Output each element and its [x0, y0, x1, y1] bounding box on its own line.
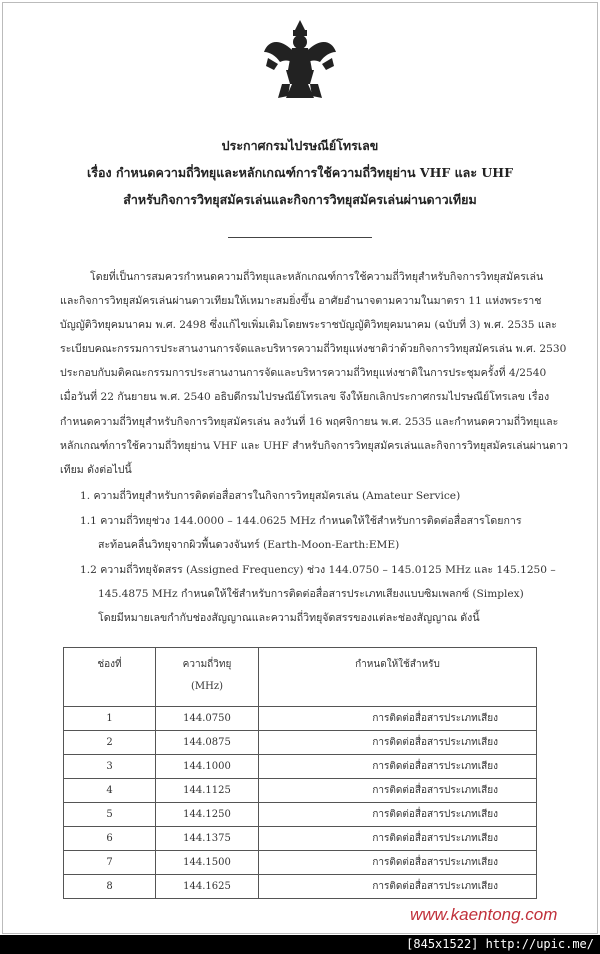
body-line: และกิจการวิทยุสมัครเล่นผ่านดาวเทียมให้เหมาะสมยิ่งขึ้น อาศัยอำนาจตามความในมาตรา 11 แห่งพระราช [60, 295, 542, 307]
body-line: หลักเกณฑ์การใช้ความถี่วิทยุย่าน VHF และ UHF สำหรับกิจการวิทยุสมัครเล่นและกิจการวิทยุสมัครเล่นผ่านดาว [60, 440, 568, 452]
channel-table [63, 647, 537, 899]
footer-bar [0, 935, 600, 954]
frequency-cell: 144.1375 [156, 827, 259, 851]
item-1-2: 1.2 ความถี่วิทยุจัดสรร (Assigned Frequency) ช่วง 144.0750 – 145.0125 MHz และ 145.1250 – [80, 564, 556, 576]
channel-cell: 4 [64, 779, 156, 803]
frequency-cell: 144.1250 [156, 803, 259, 827]
body-line: โดยที่เป็นการสมควรกำหนดความถี่วิทยุและหลักเกณฑ์การใช้ความถี่วิทยุสำหรับกิจการวิทยุสมัครเล่น [90, 271, 544, 283]
header-usage: กำหนดให้ใช้สำหรับ [259, 648, 537, 707]
usage-cell: การติดต่อสื่อสารประเภทเสียง [259, 827, 537, 851]
table-row [64, 755, 537, 779]
garuda-emblem-icon [262, 18, 338, 100]
header-channel: ช่องที่ [64, 648, 156, 707]
item-1-2-cont: โดยมีหมายเลขกำกับช่องสัญญาณและความถี่วิทยุจัดสรรของแต่ละช่องสัญญาณ ดังนี้ [98, 612, 480, 624]
usage-cell: การติดต่อสื่อสารประเภทเสียง [259, 707, 537, 731]
table-row [64, 803, 537, 827]
table-row [64, 827, 537, 851]
usage-cell: การติดต่อสื่อสารประเภทเสียง [259, 875, 537, 899]
divider [228, 237, 372, 238]
channel-cell: 7 [64, 851, 156, 875]
watermark: www.kaentong.com [410, 905, 558, 924]
announcement-title: ประกาศกรมไปรษณีย์โทรเลข [221, 138, 379, 153]
header-frequency [156, 648, 259, 707]
channel-cell: 6 [64, 827, 156, 851]
usage-cell: การติดต่อสื่อสารประเภทเสียง [259, 755, 537, 779]
item-1: 1. ความถี่วิทยุสำหรับการติดต่อสื่อสารในกิจการวิทยุสมัครเล่น (Amateur Service) [80, 490, 461, 502]
usage-cell: การติดต่อสื่อสารประเภทเสียง [259, 803, 537, 827]
subject-line: เรื่อง กำหนดความถี่วิทยุและหลักเกณฑ์การใช้ความถี่วิทยุย่าน VHF และ UHF [87, 165, 513, 180]
frequency-cell: 144.1625 [156, 875, 259, 899]
header-frequency-label: ความถี่วิทยุ [182, 659, 232, 670]
channel-cell: 3 [64, 755, 156, 779]
item-1-2-cont: 145.4875 MHz กำหนดให้ใช้สำหรับการติดต่อสื่อสารประเภทเสียงแบบซิมเพลกซ์ (Simplex) [98, 588, 524, 600]
table-row [64, 851, 537, 875]
image-info: [845x1522] http://upic.me/ [406, 937, 594, 951]
header-frequency-unit: (MHz) [190, 681, 224, 692]
frequency-cell: 144.1500 [156, 851, 259, 875]
body-line: เมื่อวันที่ 22 กันยายน พ.ศ. 2540 อธิบดีกรมไปรษณีย์โทรเลข จึงให้ยกเลิกประกาศกรมไปรษณีย์โทรเลข เรื่อง [60, 391, 550, 403]
frequency-cell: 144.0875 [156, 731, 259, 755]
table-row [64, 731, 537, 755]
frequency-cell: 144.1125 [156, 779, 259, 803]
usage-cell: การติดต่อสื่อสารประเภทเสียง [259, 851, 537, 875]
table-row [64, 707, 537, 731]
item-1-1: 1.1 ความถี่วิทยุช่วง 144.0000 – 144.0625 MHz กำหนดให้ใช้สำหรับการติดต่อสื่อสารโดยการ [80, 515, 522, 527]
table-header-row [64, 648, 537, 707]
body-line: เทียม ดังต่อไปนี้ [60, 464, 132, 476]
item-1-1-cont: สะท้อนคลื่นวิทยุจากผิวพื้นดวงจันทร์ (Earth-Moon-Earth:EME) [98, 539, 400, 551]
frequency-cell: 144.1000 [156, 755, 259, 779]
subject-line-2: สำหรับกิจการวิทยุสมัครเล่นและกิจการวิทยุสมัครเล่นผ่านดาวเทียม [123, 192, 477, 207]
frequency-cell: 144.0750 [156, 707, 259, 731]
usage-cell: การติดต่อสื่อสารประเภทเสียง [259, 731, 537, 755]
table-row [64, 875, 537, 899]
body-line: กำหนดความถี่วิทยุสำหรับกิจการวิทยุสมัครเล่น ลงวันที่ 16 พฤศจิกายน พ.ศ. 2535 และกำหนดความถี่วิทยุและ [60, 416, 559, 428]
channel-cell: 8 [64, 875, 156, 899]
table-row [64, 779, 537, 803]
channel-cell: 5 [64, 803, 156, 827]
body-line: ประกอบกับมติคณะกรรมการประสานงานการจัดและบริหารความถี่วิทยุแห่งชาติในการประชุมครั้งที่ 4/2540 [60, 367, 547, 379]
channel-cell: 2 [64, 731, 156, 755]
body-line: ระเบียบคณะกรรมการประสานงานการจัดและบริหารความถี่วิทยุแห่งชาติว่าด้วยกิจการวิทยุสมัครเล่น พ.ศ. 2530 [60, 343, 567, 355]
body-line: บัญญัติวิทยุคมนาคม พ.ศ. 2498 ซึ่งแก้ไขเพิ่มเติมโดยพระราชบัญญัติวิทยุคมนาคม (ฉบับที่ 3) พ.ศ. 2535 และ [60, 319, 557, 331]
usage-cell: การติดต่อสื่อสารประเภทเสียง [259, 779, 537, 803]
channel-cell: 1 [64, 707, 156, 731]
